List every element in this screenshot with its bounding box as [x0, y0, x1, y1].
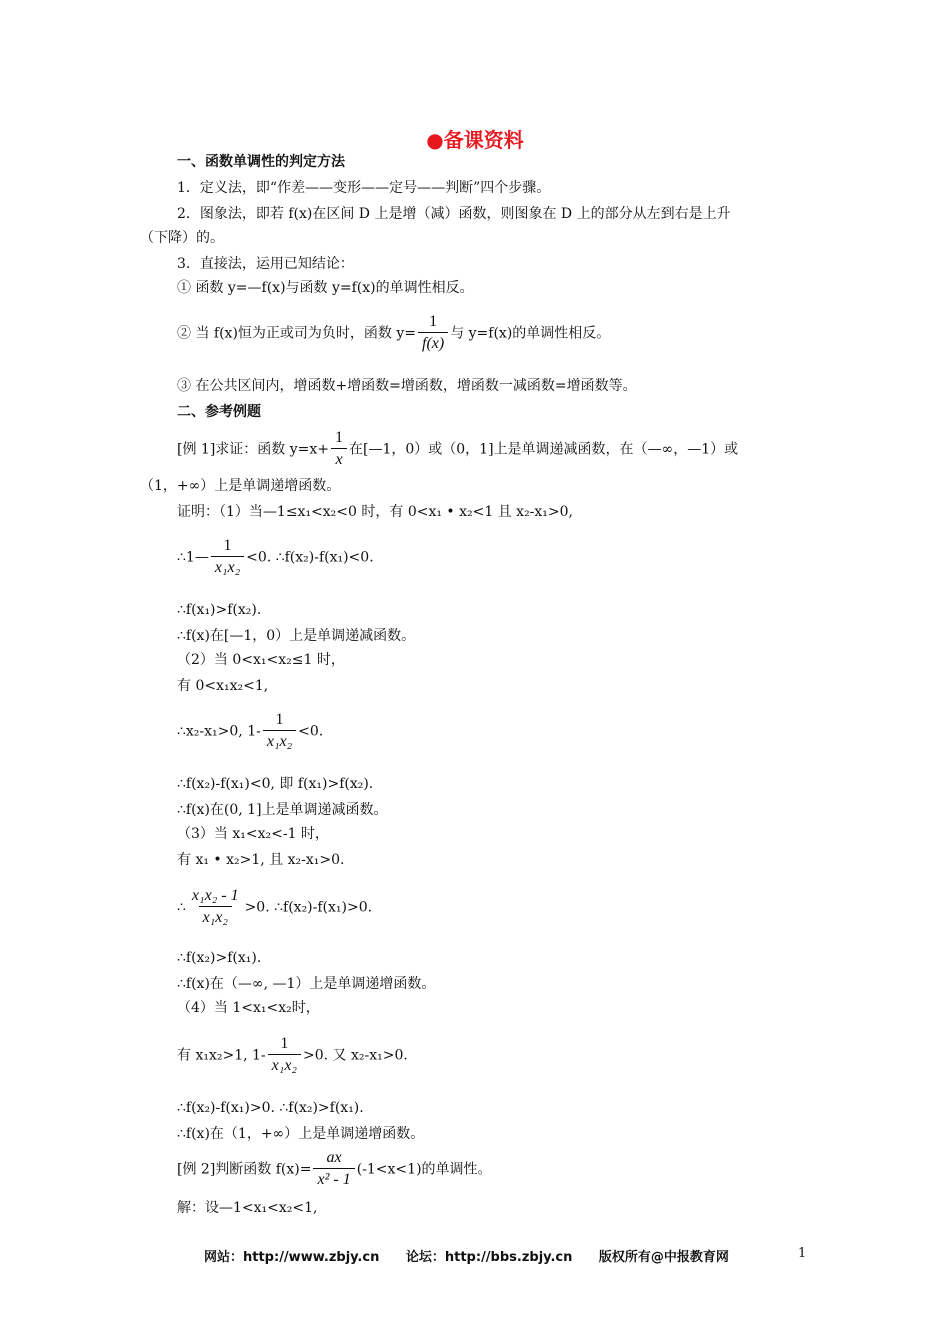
page-footer — [204, 1246, 751, 1265]
formula-line: ② 当 f(x)恒为正或司为负时，函数 y= $\frac{1}{f(x)}$ 与 y=f(x)的单调性相反。 — [177, 312, 610, 355]
text-line: ∴f(x₁)>f(x₂). — [177, 602, 262, 618]
page-number: 1 — [798, 1246, 807, 1261]
fraction: $\frac{1}{\text{x₁x₂}}$ — [211, 536, 244, 579]
text-line: ∴f(x)在（1，+∞）上是单调递增函数。 — [177, 1126, 425, 1142]
fraction: $\frac{ax}{\text{x² - 1}}$ — [313, 1148, 354, 1191]
formula-line: [例 2]判断函数 f(x)= $\frac{ax}{\text{x² - 1}}$ (-1<x<1)的单调性。 — [177, 1148, 492, 1191]
footer-forum-link[interactable]: 论坛：http://bbs.zbjy.cn — [405, 1250, 573, 1265]
text-line: ① 函数 y=—f(x)与函数 y=f(x)的单调性相反。 — [177, 280, 474, 296]
text-line: （2）当 0<x₁<x₂≤1 时， — [177, 652, 345, 668]
section-heading-1: 一、函数单调性的判定方法 — [177, 154, 345, 170]
formula-line: ∴1— $\frac{1}{\text{x₁x₂}}$ <0. ∴f(x₂)-f(x₁)<0. — [177, 536, 374, 579]
section-heading-2: 二、参考例题 — [177, 404, 261, 420]
text-line: 3．直接法，运用已知结论： — [177, 256, 354, 272]
fraction: $\frac{1}{\text{x₁x₂}}$ — [263, 710, 296, 753]
formula-line: ∴x₂-x₁>0, 1- $\frac{1}{\text{x₁x₂}}$ <0. — [177, 710, 323, 753]
text-line: 解：设—1<x₁<x₂<1, — [177, 1200, 318, 1216]
formula-line: [例 1]求证：函数 y=x+ $\frac{1}{x}$ 在[—1，0）或（0，1]上是单调递减函数，在（—∞，—1）或 — [177, 428, 738, 471]
footer-copyright: 版权所有@中报教育网 — [598, 1250, 729, 1265]
footer-site-link[interactable]: 网站：http://www.zbjy.cn — [204, 1250, 380, 1265]
text-line: ∴f(x)在（—∞, —1）上是单调递增函数。 — [177, 976, 436, 992]
text-line: ∴f(x)在(0, 1]上是单调递减函数。 — [177, 802, 388, 818]
text-line: 证明：（1）当—1≤x₁<x₂<0 时，有 0<x₁ • x₂<1 且 x₂-x₁>0, — [177, 504, 574, 520]
text-line: ∴f(x)在[—1，0）上是单调递减函数。 — [177, 628, 416, 644]
formula-line: 有 x₁x₂>1, 1- $\frac{1}{\text{x₁x₂}}$ >0. 又 x₂-x₁>0. — [177, 1034, 408, 1077]
text-line: ∴f(x₂)-f(x₁)<0, 即 f(x₁)>f(x₂). — [177, 776, 374, 792]
text-line: （3）当 x₁<x₂<-1 时， — [177, 826, 329, 842]
formula-line: ∴ $\frac{\text{x₁x₂ - 1}}{\text{x₁x₂}}$ >0. ∴f(x₂)-f(x₁)>0. — [177, 886, 372, 929]
text-line: 2．图象法，即若 f(x)在区间 D 上是增（减）函数，则图象在 D 上的部分从左到右是上升 — [177, 206, 731, 222]
fraction: $\frac{1}{f(x)}$ — [418, 312, 448, 355]
text-line: 有 0<x₁x₂<1, — [177, 678, 269, 694]
fraction: $\frac{1}{x}$ — [331, 428, 347, 471]
text-line: 1．定义法，即“作差——变形——定号——判断”四个步骤。 — [177, 180, 551, 196]
fraction: $\frac{1}{\text{x₁x₂}}$ — [268, 1034, 301, 1077]
text-line: ∴f(x₂)-f(x₁)>0. ∴f(x₂)>f(x₁). — [177, 1100, 364, 1116]
text-line: 有 x₁ • x₂>1, 且 x₂-x₁>0. — [177, 852, 345, 868]
page-title: ●备课资料 — [426, 128, 524, 152]
text-line: ③ 在公共区间内，增函数+增函数=增函数，增函数一减函数=增函数等。 — [177, 378, 637, 394]
text-line: ∴f(x₂)>f(x₁). — [177, 950, 262, 966]
text-line: （1，+∞）上是单调递增函数。 — [140, 478, 341, 494]
text-line: （4）当 1<x₁<x₂时， — [177, 1000, 320, 1016]
fraction: $\frac{\text{x₁x₂ - 1}}{\text{x₁x₂}}$ — [188, 886, 243, 929]
text-line: （下降）的。 — [140, 230, 224, 246]
